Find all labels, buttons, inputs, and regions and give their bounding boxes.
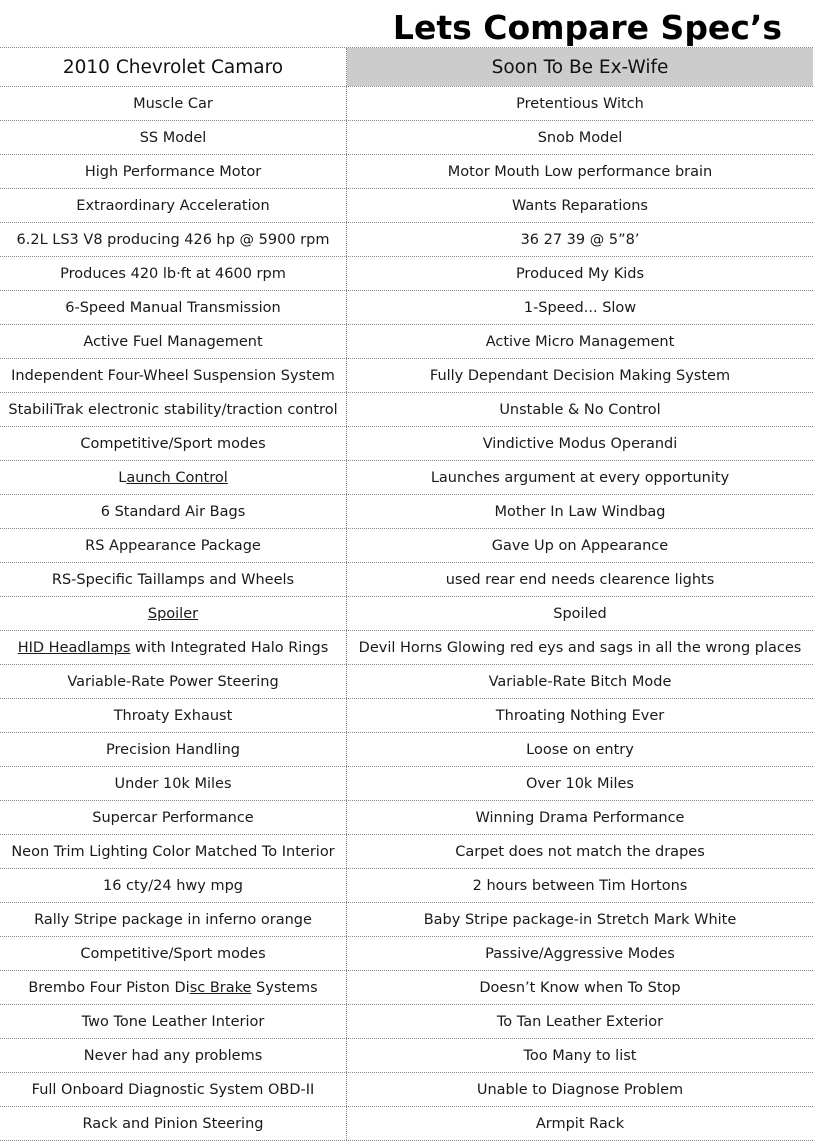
ex-wife-spec-cell: Wants Reparations [512, 197, 648, 214]
ex-wife-spec-cell: Unable to Diagnose Problem [476, 1081, 684, 1098]
table-row [0, 801, 813, 835]
table-body [0, 87, 813, 1141]
camaro-spec-cell: Supercar Performance [0, 801, 347, 834]
camaro-spec-cell: Throaty Exhaust [0, 699, 347, 732]
ex-wife-spec-cell: Snob Model [537, 129, 623, 146]
camaro-spec-cell [0, 971, 347, 1004]
camaro-spec-cell: Independent Four-Wheel Suspension System [0, 359, 347, 392]
table-row [0, 121, 813, 155]
table-row [0, 495, 813, 529]
camaro-spec-cell: StabiliTrak electronic stability/traction control [0, 393, 347, 426]
camaro-spec-cell: Two Tone Leather Interior [0, 1005, 347, 1038]
camaro-spec-cell: Precision Handling [0, 733, 347, 766]
ex-wife-spec-cell: Passive/Aggressive Modes [485, 945, 675, 962]
table-row [0, 257, 813, 291]
page-title: Lets Compare Spec’s [392, 8, 783, 47]
camaro-spec-cell: 6.2L LS3 V8 producing 426 hp @ 5900 rpm [0, 223, 347, 256]
ex-wife-spec-cell: Devil Horns Glowing red eys and sags in all the wrong places [358, 639, 802, 656]
camaro-spec-cell: Rally Stripe package in inferno orange [0, 903, 347, 936]
spec-link[interactable]: sc Brake [189, 979, 252, 996]
table-row [0, 461, 813, 495]
ex-wife-spec-cell: Spoiled [553, 605, 607, 622]
ex-wife-spec-cell: Launches argument at every opportunity [430, 469, 730, 486]
table-row [0, 835, 813, 869]
table-header-row [0, 48, 813, 87]
ex-wife-spec-cell: Over 10k Miles [526, 775, 634, 792]
camaro-spec-cell: 6 Standard Air Bags [0, 495, 347, 528]
camaro-spec-cell [0, 597, 347, 630]
table-row [0, 189, 813, 223]
spec-text: with Integrated Halo Rings [130, 639, 329, 656]
ex-wife-spec-cell: Active Micro Management [485, 333, 675, 350]
camaro-spec-cell: Competitive/Sport modes [0, 937, 347, 970]
table-row [0, 87, 813, 121]
camaro-spec-cell: RS Appearance Package [0, 529, 347, 562]
camaro-spec-cell [0, 631, 347, 664]
table-row [0, 1107, 813, 1141]
table-row [0, 393, 813, 427]
spec-text: Brembo Four Piston Di [28, 979, 190, 996]
spec-text: L [118, 469, 127, 486]
ex-wife-spec-cell: Mother In Law Windbag [494, 503, 666, 520]
comparison-table [0, 47, 813, 1141]
table-row [0, 529, 813, 563]
ex-wife-spec-cell: Winning Drama Performance [475, 809, 685, 826]
camaro-spec-cell: RS-Specific Taillamps and Wheels [0, 563, 347, 596]
camaro-spec-cell: Never had any problems [0, 1039, 347, 1072]
table-row [0, 699, 813, 733]
table-row [0, 223, 813, 257]
camaro-spec-cell: Competitive/Sport modes [0, 427, 347, 460]
header-camaro: 2010 Chevrolet Camaro [0, 48, 347, 86]
table-row [0, 869, 813, 903]
table-row [0, 903, 813, 937]
camaro-spec-cell: Variable-Rate Power Steering [0, 665, 347, 698]
table-row [0, 971, 813, 1005]
table-row [0, 937, 813, 971]
camaro-spec-cell: Neon Trim Lighting Color Matched To Interior [0, 835, 347, 868]
camaro-spec-cell: Rack and Pinion Steering [0, 1107, 347, 1140]
ex-wife-spec-cell: Armpit Rack [535, 1115, 625, 1132]
ex-wife-spec-cell: Motor Mouth Low performance brain [447, 163, 713, 180]
camaro-spec-cell: Muscle Car [0, 87, 347, 120]
camaro-spec-cell: SS Model [0, 121, 347, 154]
table-row [0, 155, 813, 189]
ex-wife-spec-cell: Fully Dependant Decision Making System [429, 367, 731, 384]
table-row [0, 1073, 813, 1107]
camaro-spec-cell [0, 461, 347, 494]
camaro-spec-cell: High Performance Motor [0, 155, 347, 188]
table-row [0, 359, 813, 393]
table-row [0, 563, 813, 597]
spec-link[interactable]: aunch Control [126, 469, 228, 486]
ex-wife-spec-cell: Variable-Rate Bitch Mode [488, 673, 672, 690]
camaro-spec-cell: Under 10k Miles [0, 767, 347, 800]
ex-wife-spec-cell: Too Many to list [523, 1047, 637, 1064]
ex-wife-spec-cell: Throating Nothing Ever [495, 707, 665, 724]
spec-link[interactable]: HID Headlamps [17, 639, 131, 656]
ex-wife-spec-cell: 36 27 39 @ 5”8’ [520, 231, 640, 248]
table-row [0, 291, 813, 325]
ex-wife-spec-cell: Loose on entry [526, 741, 634, 758]
table-row [0, 631, 813, 665]
ex-wife-spec-cell: used rear end needs clearence lights [445, 571, 715, 588]
table-row [0, 325, 813, 359]
table-row [0, 665, 813, 699]
ex-wife-spec-cell: Carpet does not match the drapes [455, 843, 705, 860]
table-row [0, 1039, 813, 1073]
spec-text: Systems [251, 979, 318, 996]
ex-wife-spec-cell: Unstable & No Control [499, 401, 661, 418]
camaro-spec-cell: Produces 420 lb·ft at 4600 rpm [0, 257, 347, 290]
ex-wife-spec-cell: Pretentious Witch [516, 95, 644, 112]
camaro-spec-cell: Active Fuel Management [0, 325, 347, 358]
table-row [0, 427, 813, 461]
header-ex-wife: Soon To Be Ex-Wife [347, 48, 813, 86]
ex-wife-spec-cell: Gave Up on Appearance [491, 537, 669, 554]
table-row [0, 767, 813, 801]
spec-link[interactable]: Spoiler [147, 605, 199, 622]
ex-wife-spec-cell: 2 hours between Tim Hortons [472, 877, 688, 894]
ex-wife-spec-cell: To Tan Leather Exterior [496, 1013, 664, 1030]
camaro-spec-cell: 6-Speed Manual Transmission [0, 291, 347, 324]
ex-wife-spec-cell: Produced My Kids [515, 265, 645, 282]
camaro-spec-cell: Extraordinary Acceleration [0, 189, 347, 222]
ex-wife-spec-cell: Baby Stripe package-in Stretch Mark White [423, 911, 737, 928]
table-row [0, 733, 813, 767]
ex-wife-spec-cell: 1-Speed... Slow [523, 299, 637, 316]
camaro-spec-cell: Full Onboard Diagnostic System OBD-II [0, 1073, 347, 1106]
table-row [0, 1005, 813, 1039]
table-row [0, 597, 813, 631]
ex-wife-spec-cell: Vindictive Modus Operandi [482, 435, 678, 452]
camaro-spec-cell: 16 cty/24 hwy mpg [0, 869, 347, 902]
ex-wife-spec-cell: Doesn’t Know when To Stop [479, 979, 681, 996]
